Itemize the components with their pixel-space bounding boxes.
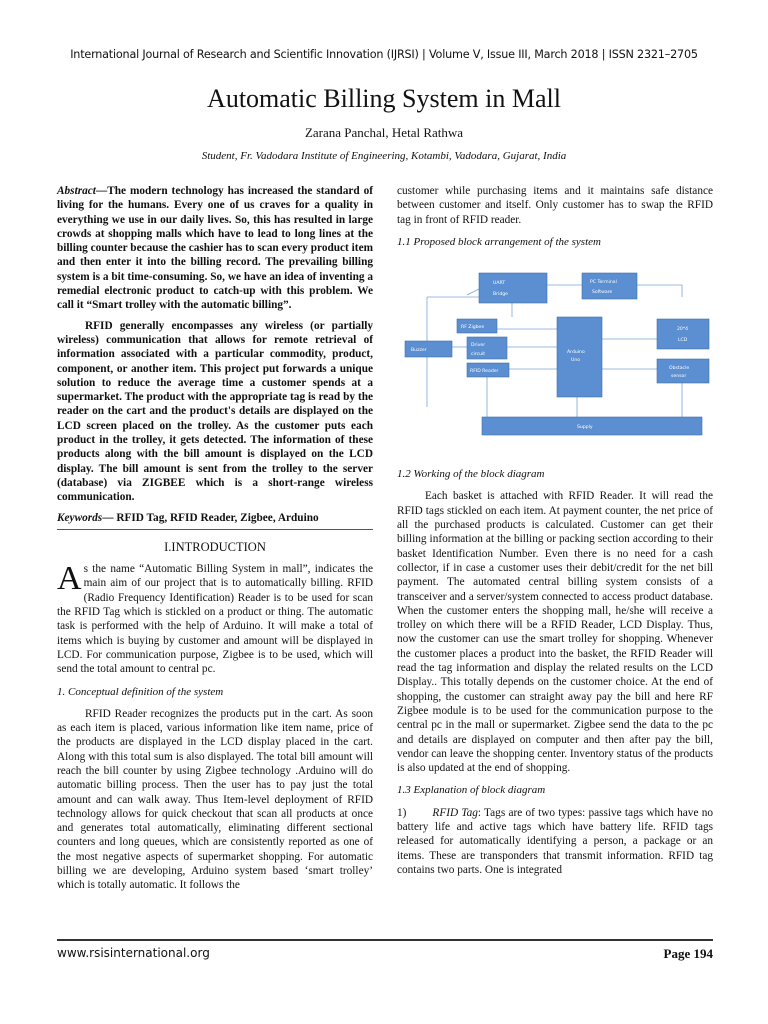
footer-rule (57, 939, 713, 941)
uart-bridge-block (479, 273, 547, 303)
right-column (397, 184, 713, 883)
drop-cap: A (57, 560, 82, 598)
item-number: 1) (397, 806, 407, 819)
sensor-label: sensor (671, 374, 687, 380)
intro-heading: I.INTRODUCTION (164, 539, 266, 554)
section-1-3-heading: 1.3 Explanation of block diagram (397, 784, 546, 797)
section-1-2-text: Each basket is attached with RFID Reader. It will read the RFID tags stickled on each item. At payment counter, the net price of all the purchased products is calculated. Customer can get their billing information at the billing or packing section according to their basket Identification Number. Even there is no need for a cash collector, if in case a customer uses their debit/credit for the net bill payment. The automated central billing system consists of a transceiver and a server/system connected to access product database. When the customer enters the shopping mall, he/she will receive a trolley on which there will be a RFID Reader, LCD Display. Thus, now the customer can use the smart trolley for shopping. Whenever the customer places a product into the basket, the RFID Reader will read the tag information and display the related results on the LCD Display.. This totally depends on the customer choice. At the end of shopping, the customer can straight away pay the bill and here RF Zigbee module is to be used for the communication purpose to the central pc in the mall or supermarket. Zigbee send the data to the pc and details are displayed on computer and then after pay the bill, vendor can leave the shopping center. Inventory status of the products is also updated at the end of shopping. (397, 490, 713, 775)
footer-url[interactable]: www.rsisinternational.org (57, 946, 210, 960)
authors: Zarana Panchal, Hetal Rathwa (304, 125, 464, 140)
lcd-label: LCD (678, 338, 688, 344)
section-1-heading: 1. Conceptual definition of the system (57, 685, 224, 698)
section-1-2-heading: 1.2 Working of the block diagram (397, 468, 545, 481)
abstract-text: —The modern technology has increased the standard of living for the humans. Every one of us craves for a quality in everything we use in our daily lives. So, this has resulted in large crowds at shopping malls which have to lead to long lines at the billing counter because the cashier has to scan every product item and then enter it into the billing record. The prevailing billing system is a bit time-consuming. So, we have an idea of inventing a remedial electronic product to catch-up with this problem. We call it “Smart trolley with the automatic billing”. (57, 185, 373, 312)
affiliation: Student, Fr. Vadodara Institute of Engineering, Kotambi, Vadodara, Gujarat, India (201, 150, 567, 162)
rfid-reader-label: RFID Reader (470, 369, 499, 375)
pc-terminal-block (582, 273, 637, 299)
arduino-label: Arduino (567, 350, 585, 356)
pc-terminal-label: PC Terminal (590, 280, 617, 286)
supply-label: Supply (577, 425, 593, 431)
abstract-paragraph-2: RFID generally encompasses any wireless (or partially wireless) communication that allows for remote retrieval of information associated with a particular commodity, product, component, or another item. This project put forwards a unique solution to reduce the average time a customer spends at a supermarket. The product with the appropriate tag is read by the reader on the cart and the product's details are displayed on the LCD screen placed on the trolley. As the customer puts each product in the trolley, it gets detected. The information of these products along with the bill amount is displayed on the LCD display. The bill amount is sent from the trolley to the server (database) via ZIGBEE which is a short-range wireless communication. (57, 319, 373, 504)
circuit-label: circuit (471, 352, 486, 358)
abstract-label: Abstract (57, 185, 96, 197)
bridge-label: Bridge (493, 292, 508, 298)
arduino-uno-label: Uno (571, 358, 581, 364)
keywords-label: Keywords (57, 511, 103, 524)
driver-label: Driver (471, 343, 486, 349)
lcd-block (657, 319, 709, 349)
keywords (57, 511, 373, 530)
intro-paragraph (57, 562, 373, 676)
section-1-text: RFID Reader recognizes the products put in the cart. As soon as each item is placed, various information like item name, price of the products are displayed in the LCD display placed in the cart. Along with this total sum is also displayed. The total bill amount will reach the bill counter by using Zigbee technology .Arduino will do automatic billing process. Then the user has to pay just the total amount and can walk away. Thus Item-level deployment of RFID technology allows for quick checkout that scan all products at once and generates total automatically, eliminating different sectional counters and long queues, which are consistently reported as one of the most negative aspects of supermarket shopping. For automatic billing we are developing, Arduino system based ‘smart trolley’ which is totally automatic. It follows the (57, 707, 373, 892)
item-text: : Tags are of two types: passive tags which have no battery life and active tags which have battery life. RFID tags released for automatically identifying a person, a package or an items. These are transponders that transmit information. RFID tag contains two parts. One is integrated (397, 806, 713, 876)
rf-zigbee-label: RF Zigbee (461, 325, 485, 331)
obstacle-label: Obstacle (669, 366, 690, 372)
buzzer-label: Buzzer (411, 348, 427, 354)
abstract (57, 184, 373, 313)
obstacle-sensor-block (657, 359, 709, 383)
arduino-block (557, 317, 602, 397)
software-label: Software (592, 290, 613, 296)
paper-title: Automatic Billing System in Mall (207, 84, 561, 113)
item-label: RFID Tag (432, 806, 478, 819)
item-rfid-tag (397, 806, 713, 877)
keywords-text: — RFID Tag, RFID Reader, Zigbee, Arduino (102, 511, 319, 524)
continued-text: customer while purchasing items and it maintains safe distance between customer and itself. Only customer has to swap the RFID tag in front of RFID reader. (397, 185, 713, 226)
section-1-1-heading: 1.1 Proposed block arrangement of the system (397, 235, 601, 248)
intro-text: s the name “Automatic Billing System in mall”, indicates the main aim of our project that is to automatically billing. RFID (Radio Frequency Identification) Reader is to be used for scan the RFID Tag which is stickled on a product or thing. The automatic task is performed with the help of Arduino. It will make a total of items which is buying by customer and amount will be displayed in LCD. For communication purpose, Zigbee is to be used, which will send the total amount to central pc. (57, 563, 373, 676)
journal-header: International Journal of Research and Scientific Innovation (IJRSI) | Volume V, Issue III, March 2018 | ISSN 2321–2705 (70, 48, 698, 61)
page-number: Page 194 (663, 946, 713, 961)
uart-label: UART (493, 281, 506, 287)
lcd-size-label: 20*4 (677, 327, 689, 333)
left-column (57, 184, 373, 899)
block-diagram (397, 257, 713, 457)
block-diagram-svg (397, 257, 713, 457)
